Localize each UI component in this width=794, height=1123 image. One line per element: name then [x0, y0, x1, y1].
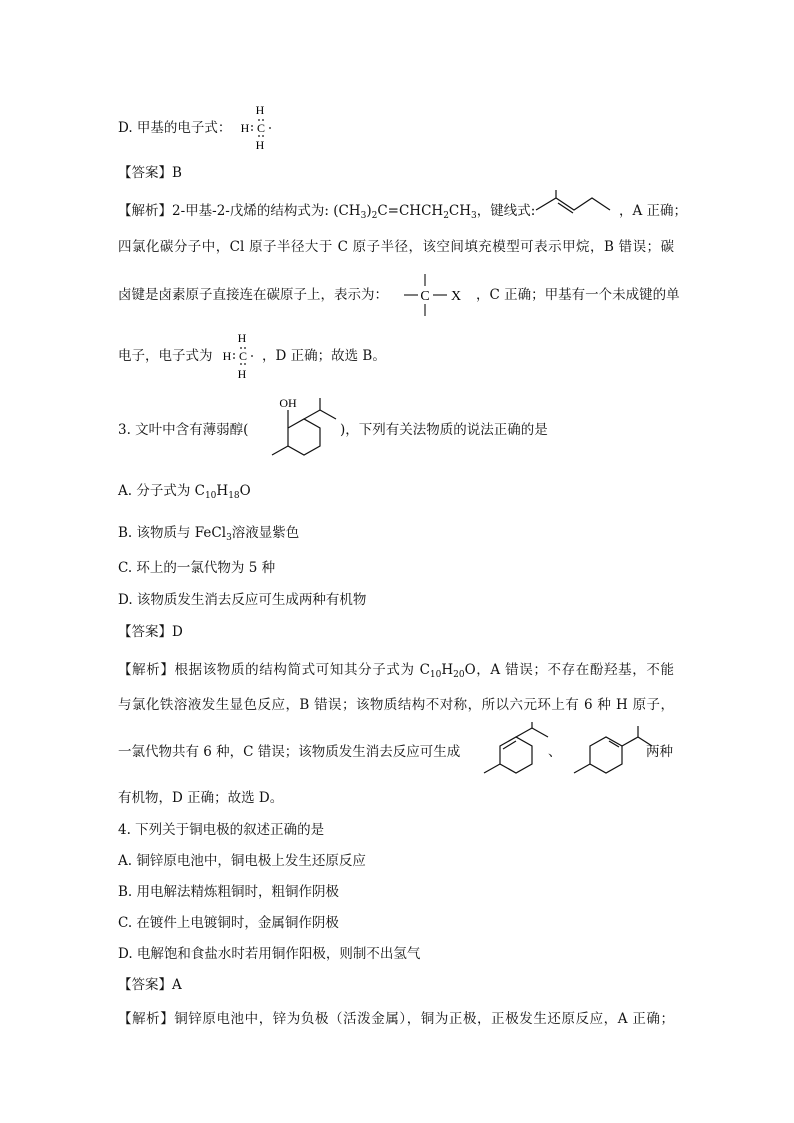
q2-option-d: [118, 118, 231, 138]
skeletal-2-methyl-2-pentene: [534, 190, 614, 226]
q3-analysis-line4: 有机物，D 正确；故选 D。: [118, 790, 284, 806]
q4-analysis-line1: 【解析】铜锌原电池中，锌为负极（活泼金属），铜为正极，正极发生还原反应，A 正确；: [118, 1011, 674, 1027]
q4-option-d: D. 电解饱和食盐水时若用铜作阳极，则制不出氢气: [118, 946, 421, 962]
q4-answer: 【答案】A: [118, 977, 182, 993]
methyl-h-left: H: [240, 121, 250, 135]
q3-analysis-separator: 、: [548, 744, 562, 760]
q3-stem-b: )，下列有关法物质的说法正确的是: [340, 422, 548, 438]
methyl-c: C: [256, 121, 266, 135]
q2-answer: 【答案】B: [118, 165, 182, 181]
methyl-electron-formula: [240, 102, 280, 152]
q3-analysis-line1: 【解析】根据该物质的结构简式可知其分子式为 $C_{10}H_{20}O$，A 错误；不存在酚羟基，不能: [118, 662, 674, 680]
q2-option-d-label: D. 甲基的电子式：: [118, 120, 232, 136]
carbon-halogen-bond-formula: [398, 272, 474, 318]
q4-option-c: C. 在镀件上电镀铜时，金属铜作阴极: [118, 915, 339, 931]
methyl-electron-formula-2: [220, 330, 262, 382]
q3-analysis-line2: 与氯化铁溶液发生显色反应，B 错误；该物质结构不对称，所以六元环上有 6 种 H 原子，: [118, 697, 674, 713]
menthol-structure: [254, 392, 350, 462]
q2-analysis-line1: 【解析】2-甲基-2-戊烯的结构式为: $(CH_3)_2C=CHCH_2CH_3$，键线式:: [118, 203, 536, 221]
q2-analysis-line2: 四氯化碳分子中，Cl 原子半径大于 C 原子半径，该空间填充模型可表示甲烷，B 错误；碳: [118, 239, 674, 255]
methyl-h-bottom: H: [255, 138, 265, 152]
halide-x: X: [450, 289, 462, 304]
q3-option-d: D. 该物质发生消去反应可生成两种有机物: [118, 592, 367, 608]
q4-option-a: A. 铜锌原电池中，铜电极上发生还原反应: [118, 853, 366, 869]
q2-analysis-line3: 卤键是卤素原子直接连在碳原子上，表示为：: [118, 287, 388, 303]
halide-c: C: [420, 289, 430, 304]
elimination-product-2: [560, 722, 652, 782]
q2-analysis-line3-end: ，C 正确；甲基有一个未成键的单: [476, 287, 680, 303]
svg-text:C: C: [238, 349, 248, 363]
q3-option-a: A. 分子式为 $C_{10}H_{18}O$: [118, 483, 251, 501]
q3-analysis-line3-end: 两种: [646, 744, 673, 760]
q3-analysis-line3: 一氯代物共有 6 种，C 错误；该物质发生消去反应可生成: [118, 744, 461, 760]
q2-analysis-line1-end: ，A 正确；: [619, 203, 688, 219]
q3-option-b: B. 该物质与 FeCl$_3$溶液显紫色: [118, 525, 300, 543]
q3-answer: 【答案】D: [118, 624, 183, 640]
q4-stem: 4. 下列关于铜电极的叙述正确的是: [118, 822, 325, 838]
q4-option-b: B. 用电解法精炼粗铜时，粗铜作阴极: [118, 884, 340, 900]
oh-label: OH: [279, 396, 297, 410]
methyl-h-top: H: [255, 103, 265, 117]
q2-analysis-line4: 电子，电子式为: [118, 348, 213, 364]
q3-stem-a: 3. 文叶中含有薄弱醇(: [118, 422, 249, 438]
svg-text:H: H: [222, 349, 232, 363]
svg-text:H: H: [237, 331, 247, 345]
q2-analysis-line4-end: ，D 正确；故选 B。: [262, 348, 386, 364]
svg-text:H: H: [237, 367, 247, 381]
q3-option-c: C. 环上的一氯代物为 5 种: [118, 560, 276, 576]
